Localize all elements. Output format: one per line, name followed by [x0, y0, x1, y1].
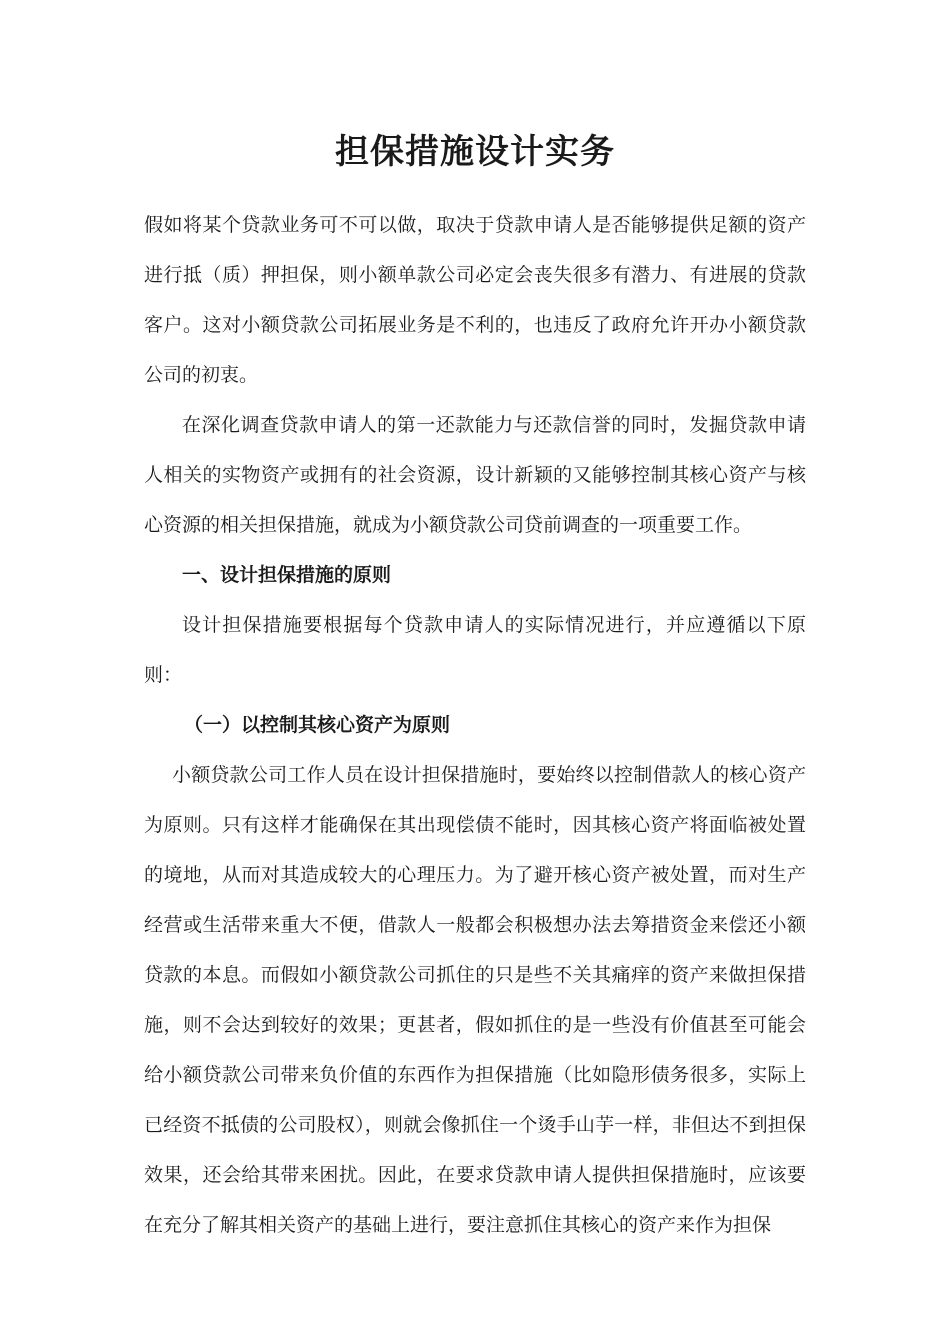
paragraph-core-assets: 小额贷款公司工作人员在设计担保措施时，要始终以控制借款人的核心资产为原则。只有这样才能确保在其出现偿债不能时，因其核心资产将面临被处置的境地，从而对其造成较大的心理压力。为了避开核心资产被处置，而对生产经营或生活带来重大不便，借款人一般都会积极想办法去筹措资金来偿还小额贷款的本息。而假如小额贷款公司抓住的只是些不关其痛痒的资产来做担保措施，则不会达到较好的效果；更甚者，假如抓住的是一些没有价值甚至可能会给小额贷款公司带来负价值的东西作为担保措施（比如隐形债务很多，实际上已经资不抵债的公司股权），则就会像抓住一个烫手山芋一样，非但达不到担保效果，还会给其带来困扰。因此，在要求贷款申请人提供担保措施时，应该要在充分了解其相关资产的基础上进行，要注意抓住其核心的资产来作为担保: [144, 764, 806, 1236]
section-heading-principles: 一、设计担保措施的原则: [182, 564, 392, 586]
subsection-heading-core-assets: （一）以控制其核心资产为原则: [184, 714, 451, 736]
paragraph-intro: 假如将某个贷款业务可不可以做，取决于贷款申请人是否能够提供足额的资产进行抵（质）押担保，则小额单款公司必定会丧失很多有潜力、有进展的贷款客户。这对小额贷款公司拓展业务是不利的，也违反了政府允许开办小额贷款公司的初衷。: [144, 214, 806, 386]
paragraph-principles-intro: 设计担保措施要根据每个贷款申请人的实际情况进行，并应遵循以下原则：: [144, 614, 806, 686]
document-title: 担保措施设计实务: [335, 132, 615, 172]
document-body: [144, 200, 806, 1250]
paragraph-investigation: 在深化调查贷款申请人的第一还款能力与还款信誉的同时，发掘贷款申请人相关的实物资产或拥有的社会资源，设计新颖的又能够控制其核心资产与核心资源的相关担保措施，就成为小额贷款公司贷前调查的一项重要工作。: [144, 414, 806, 536]
